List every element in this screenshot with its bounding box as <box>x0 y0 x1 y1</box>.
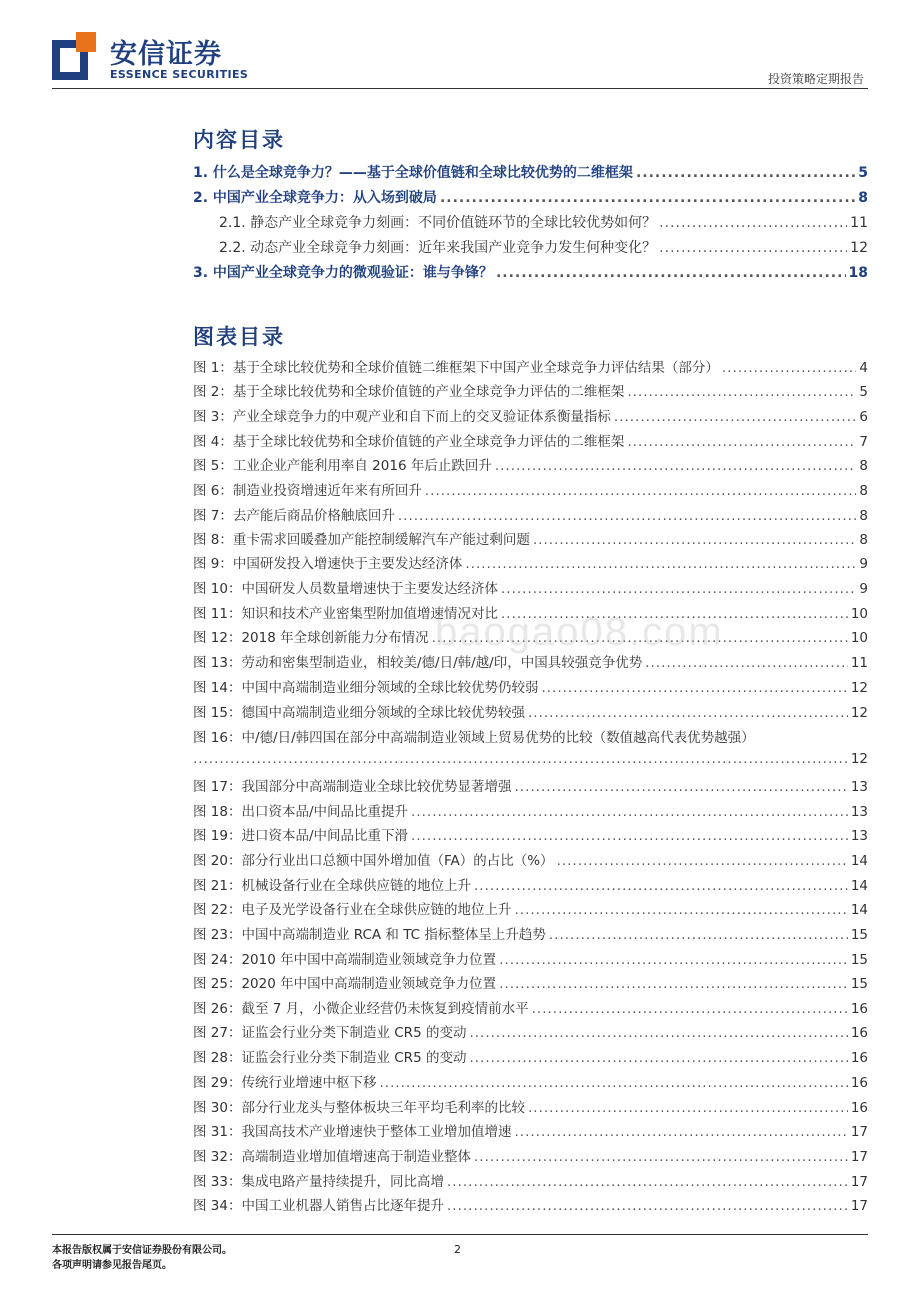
figure-entry-text: 图 23：中国中高端制造业 RCA 和 TC 指标整体呈上升趋势 <box>193 927 546 943</box>
figure-entry-page: 8 <box>859 532 868 548</box>
figure-entry-page: 16 <box>850 1001 868 1017</box>
figure-entry-text: 图 3：产业全球竞争力的中观产业和自下而上的交叉验证体系衡量指标 <box>193 409 611 425</box>
figure-entry[interactable] <box>193 1170 868 1190</box>
figure-entry-page: 4 <box>859 360 868 376</box>
figure-entry[interactable] <box>193 430 868 450</box>
figure-entry[interactable] <box>193 1021 868 1041</box>
company-name-en: ESSENCE SECURITIES <box>110 68 249 81</box>
figure-entry[interactable] <box>193 874 868 894</box>
figure-entry-text: 图 33：集成电路产量持续提升，同比高增 <box>193 1174 444 1190</box>
toc-entry[interactable] <box>193 262 868 282</box>
toc-subentry[interactable] <box>219 212 868 232</box>
figure-entry[interactable] <box>193 1096 868 1116</box>
figure-entry-page: 17 <box>850 1149 868 1165</box>
toc-entry-page: 18 <box>848 265 868 281</box>
figure-entry-text: 图 4：基于全球比较优势和全球价值链的产业全球竞争力评估的二维框架 <box>193 434 625 450</box>
figure-entry-text: 图 9：中国研发投入增速快于主要发达经济体 <box>193 556 463 572</box>
figure-entry-page: 8 <box>859 458 868 474</box>
figure-entry-text: 图 27：证监会行业分类下制造业 CR5 的变动 <box>193 1025 467 1041</box>
figure-entry[interactable] <box>193 972 868 992</box>
page-number: 2 <box>454 1243 461 1256</box>
figure-entry-text: 图 8：重卡需求回暖叠加产能控制缓解汽车产能过剩问题 <box>193 532 530 548</box>
figure-entry-page: 14 <box>850 902 868 918</box>
footer-divider <box>52 1234 868 1235</box>
toc-entry-text: 2.2. 动态产业全球竞争力刻画：近年来我国产业竞争力发生何种变化？ <box>219 240 657 256</box>
footer-copyright: 本报告版权属于安信证券股份有限公司。 <box>52 1245 232 1256</box>
contents-title: 内容目录 <box>193 128 285 152</box>
figure-entry-text: 图 21：机械设备行业在全球供应链的地位上升 <box>193 878 471 894</box>
figure-entry[interactable] <box>193 997 868 1017</box>
figure-entry-page: 14 <box>850 853 868 869</box>
figure-entry-wrapped-tail[interactable] <box>193 751 868 767</box>
figure-entry[interactable] <box>193 775 868 795</box>
figure-entry-text: 图 22：电子及光学设备行业在全球供应链的地位上升 <box>193 902 512 918</box>
figure-entry[interactable] <box>193 454 868 474</box>
figure-entry-page: 6 <box>859 409 868 425</box>
figure-entry-page: 13 <box>850 779 868 795</box>
figure-entry[interactable] <box>193 380 868 400</box>
figure-entry-page: 14 <box>850 878 868 894</box>
figure-entry-page: 15 <box>850 952 868 968</box>
watermark-text: baogao08.com <box>435 610 724 654</box>
figure-entry[interactable] <box>193 849 868 869</box>
figure-entry-text: 图 14：中国中高端制造业细分领域的全球比较优势仍较弱 <box>193 680 539 696</box>
figure-entry-text: 图 15：德国中高端制造业细分领域的全球比较优势较强 <box>193 705 525 721</box>
figure-entry-text: 图 28：证监会行业分类下制造业 CR5 的变动 <box>193 1050 467 1066</box>
toc-entry-page: 8 <box>858 190 868 206</box>
toc-entry[interactable] <box>193 162 868 182</box>
figure-entry[interactable] <box>193 1145 868 1165</box>
page-header <box>52 30 868 88</box>
figure-entry[interactable] <box>193 676 868 696</box>
figure-entry[interactable] <box>193 824 868 844</box>
figure-entry-page: 13 <box>850 828 868 844</box>
figure-entry[interactable] <box>193 1071 868 1091</box>
figure-entry-page: 16 <box>850 1025 868 1041</box>
figure-entry[interactable] <box>193 577 868 597</box>
figure-entry-page: 15 <box>850 927 868 943</box>
report-type-label: 投资策略定期报告 <box>767 72 864 86</box>
figure-entry-wrapped-text[interactable]: 图 16：中/德/日/韩四国在部分中高端制造业领域上贸易优势的比较（数值越高代表优势越强） <box>193 730 755 746</box>
toc-entry[interactable] <box>193 187 868 207</box>
toc-entry-page: 5 <box>858 165 868 181</box>
figure-entry[interactable] <box>193 479 868 499</box>
figure-entry[interactable] <box>193 923 868 943</box>
figure-entry[interactable] <box>193 898 868 918</box>
figure-entry-text: 图 10：中国研发人员数量增速快于主要发达经济体 <box>193 581 498 597</box>
toc-entry-text: 3. 中国产业全球竞争力的微观验证：谁与争锋？ <box>193 265 493 281</box>
toc-entry-text: 1. 什么是全球竞争力？——基于全球价值链和全球比较优势的二维框架 <box>193 165 633 181</box>
figure-entry-text: 图 1：基于全球比较优势和全球价值链二维框架下中国产业全球竞争力评估结果（部分） <box>193 360 719 376</box>
figure-entry[interactable] <box>193 701 868 721</box>
figure-entry-text: 图 6：制造业投资增速近年来有所回升 <box>193 483 422 499</box>
figure-entry-page: 11 <box>850 655 868 671</box>
figure-entry[interactable] <box>193 1194 868 1214</box>
figure-entry-text: 图 12：2018 年全球创新能力分布情况 <box>193 630 429 646</box>
figure-entry[interactable] <box>193 356 868 376</box>
figure-entry-page: 16 <box>850 1050 868 1066</box>
figure-entry[interactable] <box>193 528 868 548</box>
figure-entry-text: 图 11：知识和技术产业密集型附加值增速情况对比 <box>193 606 498 622</box>
figure-entry-text: 图 25：2020 年中国中高端制造业领域竞争力位置 <box>193 976 497 992</box>
figure-entry[interactable] <box>193 800 868 820</box>
figure-entry-page: 8 <box>859 483 868 499</box>
figure-entry-text: 图 31：我国高技术产业增速快于整体工业增加值增速 <box>193 1124 512 1140</box>
figure-entry-page: 16 <box>850 1075 868 1091</box>
figure-entry-page: 17 <box>850 1124 868 1140</box>
figure-entry[interactable] <box>193 1120 868 1140</box>
figures-title: 图表目录 <box>193 325 285 349</box>
figure-entry-text: 图 7：去产能后商品价格触底回升 <box>193 508 395 524</box>
figure-entry-page: 9 <box>859 581 868 597</box>
figure-entry-page: 5 <box>859 384 868 400</box>
figure-entry-page: 12 <box>850 751 868 767</box>
figure-entry-text: 图 30：部分行业龙头与整体板块三年平均毛利率的比较 <box>193 1100 525 1116</box>
toc-entry-text: 2. 中国产业全球竞争力：从入场到破局 <box>193 190 437 206</box>
figure-entry-text: 图 2：基于全球比较优势和全球价值链的产业全球竞争力评估的二维框架 <box>193 384 625 400</box>
footer-disclaimer: 各项声明请参见报告尾页。 <box>52 1260 172 1271</box>
figure-entry-page: 12 <box>850 680 868 696</box>
figure-entry-text: 图 34：中国工业机器人销售占比逐年提升 <box>193 1198 444 1214</box>
toc-entry-text: 2.1. 静态产业全球竞争力刻画：不同价值链环节的全球比较优势如何？ <box>219 215 657 231</box>
figure-entry-text: 图 26：截至 7 月，小微企业经营仍未恢复到疫情前水平 <box>193 1001 529 1017</box>
toc-entry-page: 12 <box>850 240 868 256</box>
figure-entry-text: 图 13：劳动和密集型制造业，相较美/德/日/韩/越/印，中国具较强竞争优势 <box>193 655 643 671</box>
figure-entry[interactable] <box>193 948 868 968</box>
figure-entry-page: 9 <box>859 556 868 572</box>
figure-entry-page: 16 <box>850 1100 868 1116</box>
figure-entry-text: 图 20：部分行业出口总额中国外增加值（FA）的占比（%） <box>193 853 554 869</box>
figure-entry[interactable] <box>193 405 868 425</box>
figure-entry-text: 图 24：2010 年中国中高端制造业领域竞争力位置 <box>193 952 497 968</box>
figure-entry-page: 17 <box>850 1198 868 1214</box>
figure-entry-page: 17 <box>850 1174 868 1190</box>
figure-entry[interactable] <box>193 504 868 524</box>
company-logo-icon <box>52 32 96 80</box>
toc-subentry[interactable] <box>219 237 868 257</box>
figure-entry-text: 图 29：传统行业增速中枢下移 <box>193 1075 377 1091</box>
toc-entry-page: 11 <box>850 215 868 231</box>
company-name-cn: 安信证券 <box>110 39 222 70</box>
figure-entry-page: 10 <box>850 630 868 646</box>
figure-entry-text: 图 19：进口资本品/中间品比重下滑 <box>193 828 409 844</box>
figure-entry[interactable] <box>193 552 868 572</box>
figure-entry-text: 图 32：高端制造业增加值增速高于制造业整体 <box>193 1149 471 1165</box>
figure-entry-text: 图 17：我国部分中高端制造业全球比较优势显著增强 <box>193 779 512 795</box>
figure-entry-page: 12 <box>850 705 868 721</box>
figure-entry-page: 8 <box>859 508 868 524</box>
figure-entry-page: 15 <box>850 976 868 992</box>
figure-entry-page: 10 <box>850 606 868 622</box>
header-divider <box>52 88 868 89</box>
figure-entry-text: 图 5：工业企业产能利用率自 2016 年后止跌回升 <box>193 458 492 474</box>
figure-entry[interactable] <box>193 1046 868 1066</box>
figure-entry-page: 13 <box>850 804 868 820</box>
figure-entry-text: 图 18：出口资本品/中间品比重提升 <box>193 804 409 820</box>
figure-entry-page: 7 <box>859 434 868 450</box>
